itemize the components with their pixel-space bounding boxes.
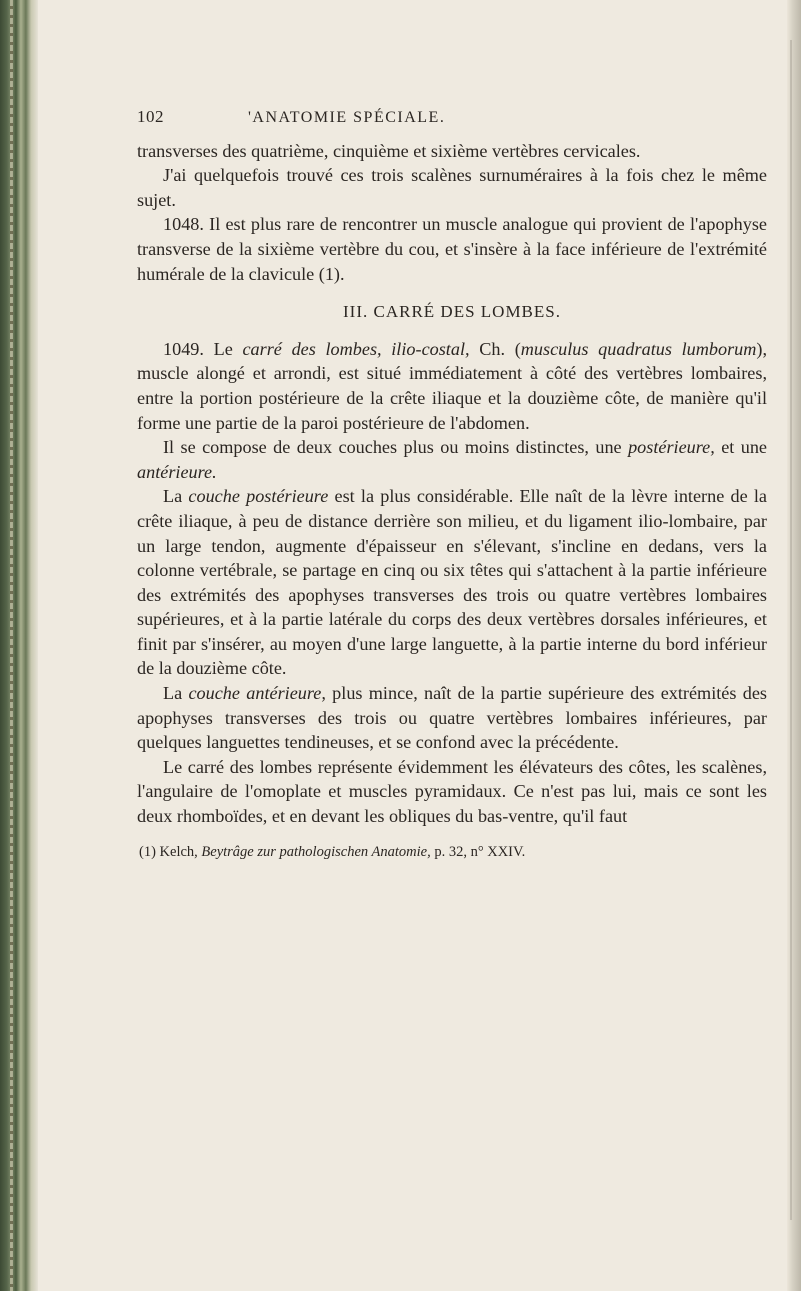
paragraph-couches	[137, 435, 767, 484]
paragraph-final: Le carré des lombes représente évidemment les élévateurs des côtes, les scalènes, l'angulaire de l'omoplate et muscles pyramidaux. Ce n'est pas lui, mais ce sont les deux rhomboïdes, et en devant les obliques du bas-ventre, qu'il faut	[137, 756, 767, 827]
paragraph-cervicales: transverses des quatrième, cinquième et sixième vertèbres cervicales.	[137, 140, 641, 161]
binding-seam	[10, 0, 13, 1291]
p1049-term: carré des lombes, ilio-costal,	[242, 338, 470, 359]
p1049-rest: ), muscle alongé et arrondi, est situé immédiatement à côté des vertèbres lombaires, entre la portion postérieure de la crête iliaque et la douzième côte, de manière qu'il forme une partie de la paroi postérieure de l'abdomen.	[137, 338, 767, 433]
anterieure-lead: La	[163, 683, 189, 704]
anterieure-term: couche antérieure,	[188, 683, 326, 704]
couches-lead: Il se compose de deux couches plus ou moins distinctes, une	[163, 437, 629, 458]
section-heading: III. CARRÉ DES LOMBES.	[343, 302, 561, 322]
page-text	[137, 105, 767, 861]
couches-posterieure: postérieure,	[628, 437, 715, 458]
paragraph-scalenes: J'ai quelquefois trouvé ces trois scalènes surnuméraires à la fois chez le même sujet.	[137, 165, 767, 210]
posterieure-term: couche postérieure	[188, 486, 329, 507]
paragraph-couche-anterieure	[137, 681, 767, 755]
couches-anterieure: antérieure.	[137, 461, 217, 482]
paragraph-1048: 1048. Il est plus rare de rencontrer un muscle analogue qui provient de l'apophyse transverse de la sixième vertèbre du cou, et s'insère à la face inférieure de l'extrémité humérale de la clavicule (1).	[137, 214, 767, 284]
paragraph-1049	[137, 337, 767, 435]
footnote-rest: p. 32, n° XXIV.	[430, 843, 526, 860]
page-number: 102	[137, 107, 164, 126]
footnote	[137, 843, 767, 861]
book-binding	[0, 0, 38, 1291]
p1049-mid: Ch. (	[469, 338, 521, 359]
page-edge-shadow	[790, 40, 792, 1220]
p1049-lead: 1049. Le	[163, 338, 243, 359]
couches-mid: et une	[714, 437, 767, 458]
footnote-lead: (1) Kelch,	[139, 843, 202, 860]
paragraph-couche-posterieure	[137, 484, 767, 681]
running-head	[137, 105, 767, 131]
anterieure-rest: plus mince, naît de la partie supérieure des extrémités des apophyses transverses des trois ou quatre vertèbres lombaires inférieures, par quelques languettes tendineuses, et se confond avec la précédente.	[137, 683, 767, 753]
footnote-source: Beytrâge zur pathologischen Anatomie,	[201, 843, 431, 860]
posterieure-rest: est la plus considérable. Elle naît de la lèvre interne de la crête iliaque, à peu de distance derrière son milieu, et du ligament ilio-lombaire, par un large tendon, augmente d'épaisseur en s'élevant, s'incline en dedans, vers la colonne vertébrale, se partage en cinq ou six têtes qui s'attachent à la partie inférieure des extrémités des apophyses transverses des trois ou quatre vertèbres lombaires supérieures, et à la partie latérale du corps des deux vertèbres dorsales inférieures, et finit par s'insérer, au moyen d'une large languette, à la partie interne du bord inférieur de la douzième côte.	[137, 486, 767, 679]
running-title: 'ANATOMIE SPÉCIALE.	[248, 109, 446, 126]
posterieure-lead: La	[163, 486, 189, 507]
p1049-latin-term: musculus quadratus lumborum	[520, 338, 757, 359]
